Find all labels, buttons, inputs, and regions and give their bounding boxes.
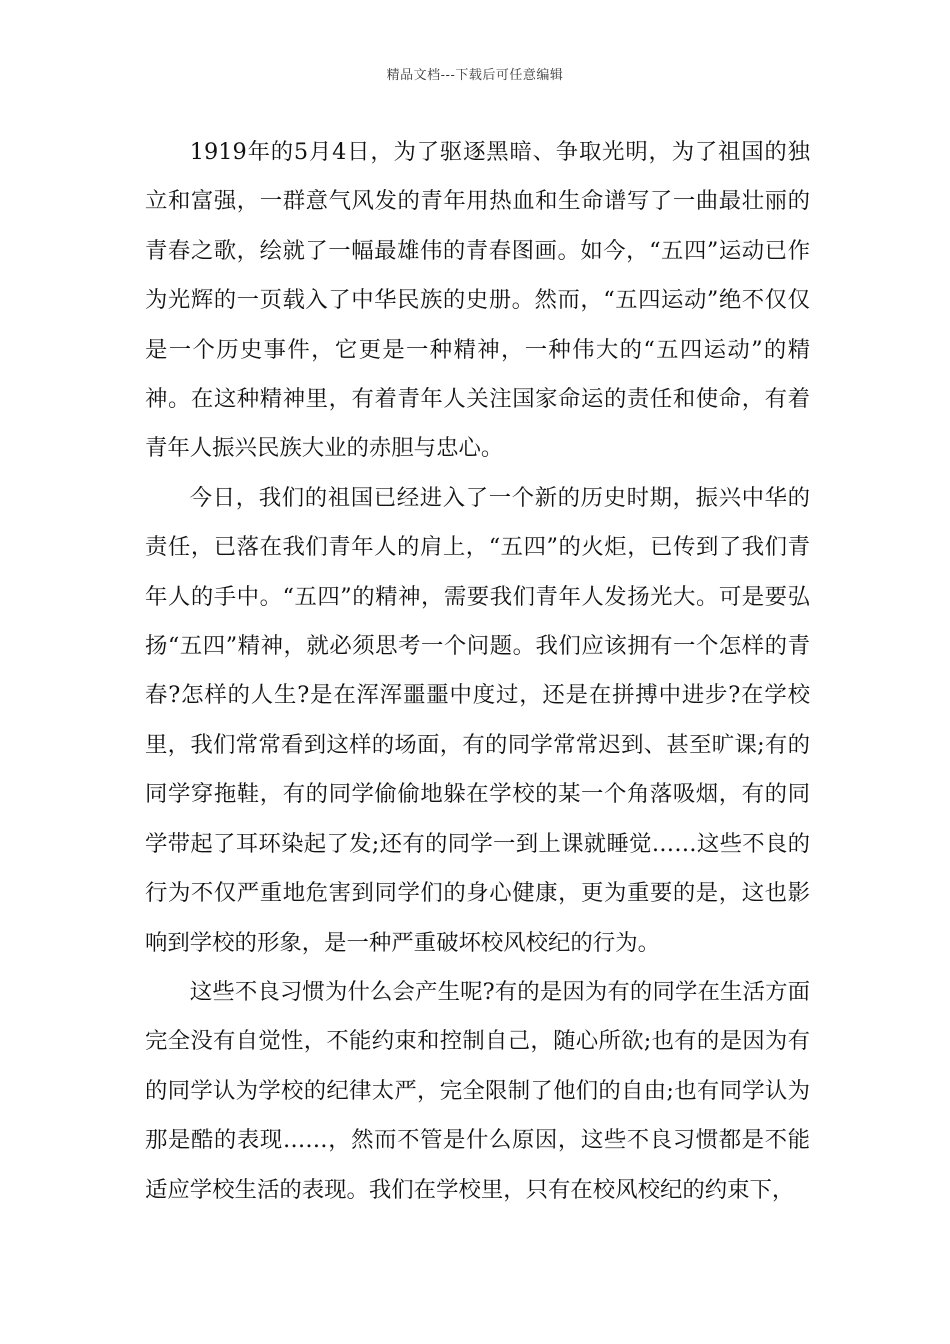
document-body — [145, 128, 810, 1215]
paragraph-1: 1919年的5月4日，为了驱逐黑暗、争取光明，为了祖国的独立和富强，一群意气风发的青年用热血和生命谱写了一曲最壮丽的青春之歌，绘就了一幅最雄伟的青春图画。如今，“五四”运动已作为光辉的一页载入了中华民族的史册。然而，“五四运动”绝不仅仅是一个历史事件，它更是一种精神，一种伟大的“五四运动”的精神。在这种精神里，有着青年人关注国家命运的责任和使命，有着青年人振兴民族大业的赤胆与忠心。 — [145, 139, 810, 462]
paragraph-2: 今日，我们的祖国已经进入了一个新的历史时期，振兴中华的责任，已落在我们青年人的肩上，“五四”的火炬，已传到了我们青年人的手中。“五四”的精神，需要我们青年人发扬光大。可是要弘扬“五四”精神，就必须思考一个问题。我们应该拥有一个怎样的青春?怎样的人生?是在浑浑噩噩中度过，还是在拼搏中进步?在学校里，我们常常看到这样的场面，有的同学常常迟到、甚至旷课;有的同学穿拖鞋，有的同学偷偷地躲在学校的某一个角落吸烟，有的同学带起了耳环染起了发;还有的同学一到上课就睡觉……这些不良的行为不仅严重地危害到同学们的身心健康，更为重要的是，这也影响到学校的形象，是一种严重破坏校风校纪的行为。 — [145, 484, 810, 956]
page-header: 精品文档---下载后可任意编辑 — [386, 68, 564, 83]
paragraph-3: 这些不良习惯为什么会产生呢?有的是因为有的同学在生活方面完全没有自觉性，不能约束和控制自己，随心所欲;也有的是因为有的同学认为学校的纪律太严，完全限制了他们的自由;也有同学认为那是酷的表现……，然而不管是什么原因，这些不良习惯都是不能适应学校生活的表现。我们在学校里，只有在校风校纪的约束下， — [145, 978, 810, 1203]
